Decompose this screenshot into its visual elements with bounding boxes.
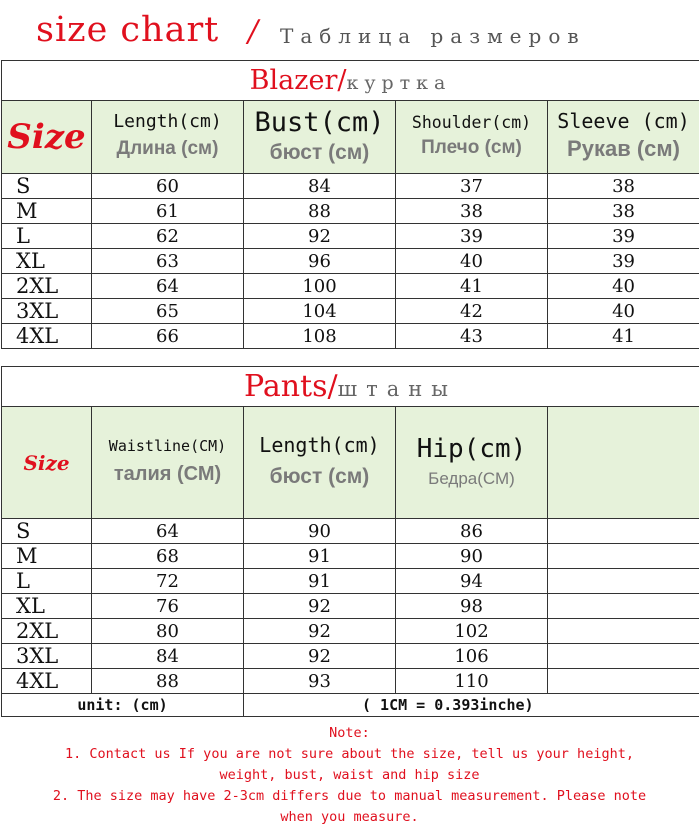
note-line-2b: when you measure. xyxy=(280,809,419,825)
value-cell: 41 xyxy=(396,274,548,299)
value-cell: 72 xyxy=(92,569,244,594)
size-cell: XL xyxy=(2,594,92,619)
pants-section-title xyxy=(2,367,699,407)
pants-col-waistline xyxy=(92,407,244,519)
pants-col-length xyxy=(244,407,396,519)
table-row xyxy=(2,199,699,224)
value-cell: 64 xyxy=(92,274,244,299)
col-header-ru: Плечо (см) xyxy=(421,137,522,159)
blazer-col-bust xyxy=(244,101,396,174)
value-cell: 65 xyxy=(92,299,244,324)
size-cell: L xyxy=(2,224,92,249)
value-cell: 84 xyxy=(244,174,396,199)
table-row xyxy=(2,544,699,569)
blazer-col-shoulder xyxy=(396,101,548,174)
value-cell: 88 xyxy=(244,199,396,224)
value-cell xyxy=(548,669,699,694)
value-cell: 63 xyxy=(92,249,244,274)
value-cell xyxy=(548,569,699,594)
value-cell: 84 xyxy=(92,644,244,669)
col-header-en: Shoulder(cm) xyxy=(411,112,532,132)
title-separator: / xyxy=(248,14,259,49)
table-row xyxy=(2,174,699,199)
unit-label: unit: (cm) xyxy=(2,694,244,717)
size-cell: M xyxy=(2,199,92,224)
value-cell: 104 xyxy=(244,299,396,324)
size-cell: S xyxy=(2,174,92,199)
value-cell: 41 xyxy=(548,324,699,349)
value-cell: 40 xyxy=(396,249,548,274)
value-cell: 39 xyxy=(396,224,548,249)
col-header-en: Hip(cm) xyxy=(416,433,527,464)
col-header-ru: Бедра(СМ) xyxy=(428,468,515,488)
value-cell: 42 xyxy=(396,299,548,324)
table-row xyxy=(2,619,699,644)
table-row xyxy=(2,249,699,274)
table-row xyxy=(2,299,699,324)
value-cell: 38 xyxy=(548,199,699,224)
col-header-en: Length(cm) xyxy=(113,111,222,133)
size-label: Size xyxy=(7,117,86,157)
size-cell: S xyxy=(2,519,92,544)
size-cell: 3XL xyxy=(2,299,92,324)
value-cell: 93 xyxy=(244,669,396,694)
value-cell: 96 xyxy=(244,249,396,274)
table-row xyxy=(2,669,699,694)
page-header xyxy=(0,0,699,60)
value-cell: 39 xyxy=(548,249,699,274)
value-cell: 39 xyxy=(548,224,699,249)
size-cell: 2XL xyxy=(2,619,92,644)
col-header-ru: талия (СМ) xyxy=(113,463,222,486)
pants-size-table xyxy=(1,366,699,717)
value-cell: 86 xyxy=(396,519,548,544)
table-row xyxy=(2,274,699,299)
value-cell: 92 xyxy=(244,619,396,644)
blazer-section-title xyxy=(2,61,699,101)
col-header-en: Waistline(CM) xyxy=(108,436,227,455)
note-label: Note: xyxy=(329,725,370,741)
table-row xyxy=(2,519,699,544)
value-cell: 64 xyxy=(92,519,244,544)
value-cell xyxy=(548,619,699,644)
value-cell: 102 xyxy=(396,619,548,644)
value-cell: 106 xyxy=(396,644,548,669)
col-header-ru: бюст (см) xyxy=(269,465,370,489)
size-cell: 4XL xyxy=(2,324,92,349)
value-cell xyxy=(548,519,699,544)
size-cell: 4XL xyxy=(2,669,92,694)
value-cell: 98 xyxy=(396,594,548,619)
col-header-en: Length(cm) xyxy=(259,433,380,458)
page-title: size chart xyxy=(36,10,220,50)
size-cell: L xyxy=(2,569,92,594)
col-header-ru: Рукав (см) xyxy=(567,136,681,162)
table-row xyxy=(2,224,699,249)
size-label: Size xyxy=(23,450,70,475)
value-cell: 68 xyxy=(92,544,244,569)
value-cell: 100 xyxy=(244,274,396,299)
notes-block xyxy=(0,723,699,828)
note-line-2: 2. The size may have 2-3cm differs due to manual measurement. Please note xyxy=(52,788,647,804)
value-cell xyxy=(548,644,699,669)
blazer-size-header xyxy=(2,101,92,174)
blazer-col-sleeve xyxy=(548,101,699,174)
value-cell: 60 xyxy=(92,174,244,199)
blazer-size-table xyxy=(1,60,699,349)
blazer-title-en: Blazer/ xyxy=(249,65,347,96)
table-row xyxy=(2,594,699,619)
col-header-en: Bust(cm) xyxy=(254,107,385,139)
value-cell: 91 xyxy=(244,544,396,569)
value-cell xyxy=(548,544,699,569)
value-cell: 110 xyxy=(396,669,548,694)
value-cell: 92 xyxy=(244,644,396,669)
table-row xyxy=(2,569,699,594)
value-cell: 91 xyxy=(244,569,396,594)
value-cell: 38 xyxy=(396,199,548,224)
value-cell: 90 xyxy=(396,544,548,569)
value-cell: 38 xyxy=(548,174,699,199)
col-header-ru: бюст (см) xyxy=(269,140,370,164)
blazer-col-length xyxy=(92,101,244,174)
value-cell: 37 xyxy=(396,174,548,199)
pants-size-header xyxy=(2,407,92,519)
size-cell: XL xyxy=(2,249,92,274)
blazer-title-ru: куртка xyxy=(346,72,452,94)
value-cell: 88 xyxy=(92,669,244,694)
conversion-label: ( 1CM = 0.393inche) xyxy=(244,694,699,717)
value-cell: 61 xyxy=(92,199,244,224)
pants-col-hip xyxy=(396,407,548,519)
value-cell: 66 xyxy=(92,324,244,349)
pants-col-empty xyxy=(548,407,699,519)
note-line-1b: weight, bust, waist and hip size xyxy=(219,767,480,783)
value-cell: 40 xyxy=(548,299,699,324)
value-cell: 92 xyxy=(244,224,396,249)
page-title-ru: Таблица размеров xyxy=(280,24,586,48)
value-cell: 90 xyxy=(244,519,396,544)
value-cell: 92 xyxy=(244,594,396,619)
size-cell: 3XL xyxy=(2,644,92,669)
value-cell: 94 xyxy=(396,569,548,594)
value-cell: 76 xyxy=(92,594,244,619)
value-cell xyxy=(548,594,699,619)
note-line-1: 1. Contact us If you are not sure about the size, tell us your height, xyxy=(65,746,634,762)
size-cell: M xyxy=(2,544,92,569)
pants-title-en: Pants/ xyxy=(244,369,338,404)
value-cell: 62 xyxy=(92,224,244,249)
value-cell: 40 xyxy=(548,274,699,299)
table-row xyxy=(2,644,699,669)
value-cell: 43 xyxy=(396,324,548,349)
value-cell: 108 xyxy=(244,324,396,349)
col-header-en: Sleeve (cm) xyxy=(557,109,690,134)
pants-title-ru: штаны xyxy=(337,377,457,401)
value-cell: 80 xyxy=(92,619,244,644)
size-cell: 2XL xyxy=(2,274,92,299)
table-row xyxy=(2,324,699,349)
col-header-ru: Длина (см) xyxy=(116,138,219,160)
